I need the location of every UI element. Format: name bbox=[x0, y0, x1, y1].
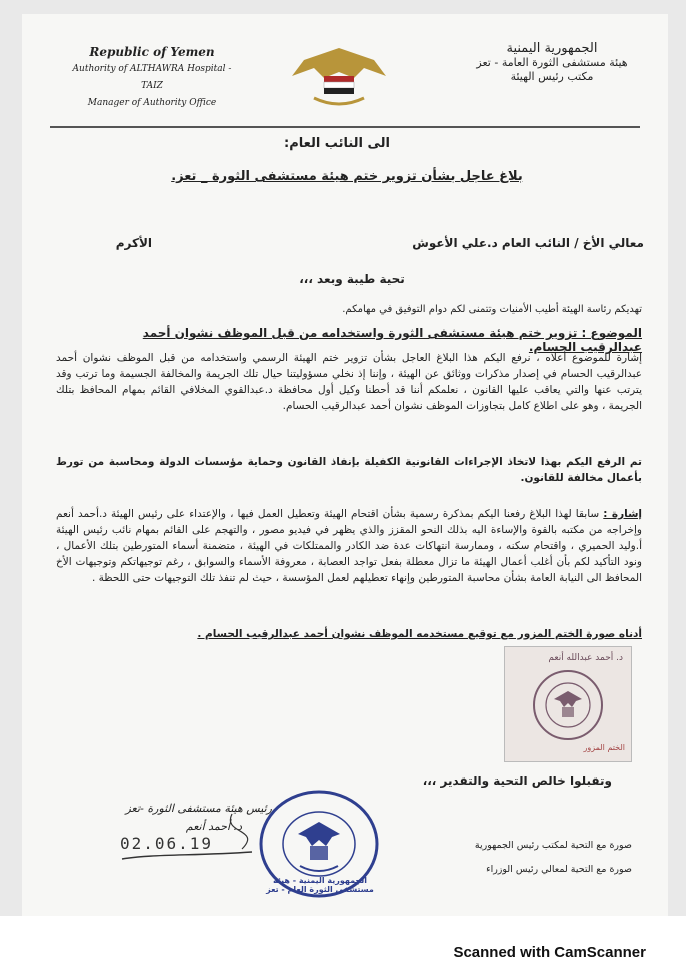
honorific: الأكرم bbox=[115, 236, 152, 250]
arabic-country: الجمهورية اليمنية bbox=[506, 41, 598, 56]
letter-title: بلاغ عاجل بشأن تزوير ختم هيئة مستشفى الثورة _ تعز. bbox=[171, 169, 523, 184]
forged-stamp-label: الختم المزور bbox=[583, 743, 625, 752]
forged-stamp-caption: أدناه صورة الختم المزور مع توقيع مستخدمه الموظف نشوان أحمد عبدالرقيب الحسام . bbox=[197, 628, 642, 640]
signatory-name: د. أحمد أنعم bbox=[185, 820, 242, 833]
body-paragraph-1: إشارة للموضوع أعلاه ، نرفع اليكم هذا البلاغ العاجل بشأن تزوير ختم الهيئة الرسمي واستخدامه من قبل الموظف نشوان أحمد عبدالرقيب الحسام في إصدار مذكرات ووثائق عن الهيئة ، وإننا إذ نخلي مسؤوليتنا حيال تلك الجريمة والمخالفة الجسيمة وما ترتب وقد يترتب عنها والتي يعاقب عليها القانون ، نعلمكم أننا قد أحطنا وكيل أول محافظة د.عبدالقوي المخلافي القائم بمهام المحافظ بتلك الجريمة ، وهو على اطلاع كامل بتجاوزات الموظف نشوان أحمد عبدالرقيب الحسام. bbox=[56, 352, 642, 412]
yemen-eagle-emblem-icon bbox=[284, 38, 394, 118]
english-authority: Authority of ALTHAWRA Hospital - TAIZ bbox=[72, 64, 232, 91]
recipient-line: الى النائب العام: bbox=[284, 136, 390, 151]
subject-line: الموضوع : تزوير ختم هيئة مستشفى الثورة واستخدامه من قبل الموظف نشوان أحمد عبدالرقيب الحسام. bbox=[142, 326, 642, 354]
english-office: Manager of Authority Office bbox=[87, 98, 217, 108]
arabic-authority: هيئة مستشفى الثورة العامة - تعز bbox=[476, 56, 628, 69]
cc-prime-minister: صورة مع التحية لمعالي رئيس الوزراء bbox=[486, 864, 632, 875]
note-label: إشارة : bbox=[603, 508, 642, 520]
signature-date: 02.06.19 bbox=[120, 834, 214, 853]
arabic-office: مكتب رئيس الهيئة bbox=[510, 70, 594, 83]
addressee: معالي الأخ / النائب العام د.علي الأعوش bbox=[412, 236, 644, 250]
forged-seal-icon bbox=[530, 667, 606, 743]
closing-line: وتقبلوا خالص التحية والتقدير ،،، bbox=[422, 774, 612, 788]
english-country: Republic of Yemen bbox=[89, 45, 215, 59]
cc-president: صورة مع التحية لمكتب رئيس الجمهورية bbox=[474, 840, 632, 851]
note-paragraph bbox=[56, 506, 642, 586]
document-page bbox=[22, 14, 668, 916]
intro-line: تهديكم رئاسة الهيئة أطيب الأمنيات وتتمنى لكم دوام التوفيق في مهامكم. bbox=[342, 304, 642, 315]
arabic-letterhead bbox=[472, 42, 632, 84]
official-seal-text: الجمهورية اليمنية - هيئة مستشفى الثورة العام - تعز bbox=[266, 876, 374, 894]
english-letterhead bbox=[72, 44, 232, 112]
signatory-title: رئيس هيئة مستشفى الثورة -تعز bbox=[125, 802, 272, 815]
scanner-footer bbox=[0, 916, 686, 976]
body-paragraph-2: تم الرفع اليكم بهذا لاتخاذ الإجراءات القانونية الكفيلة بإنفاذ القانون وحماية مؤسسات الدولة ومحاسبة من تورط بأعمال مخالفة للقانون. bbox=[56, 456, 642, 484]
forged-stamp-name: د. أحمد عبدالله أنعم bbox=[548, 653, 623, 663]
greeting: تحية طيبة وبعد ،،، bbox=[299, 272, 405, 286]
scanner-watermark: Scanned with CamScanner bbox=[453, 944, 646, 961]
header-divider bbox=[50, 126, 640, 128]
forged-stamp-image bbox=[504, 646, 632, 762]
note-text: سابقا لهذا البلاغ رفعنا اليكم بمذكرة رسمية بشأن اقتحام الهيئة وتعطيل العمل فيها ، والإعتداء على رئيس الهيئة د.أحمد أنعم وإخراجه من مكتبه بالقوة والإساءة اليه بذلك النحو المقزز والذي يظهر في فيديو مصور ، والتهجم على القائم بمهام نائب رئيس الهيئة أ.وليد الحميري ، واقتحام سكنه ، وممارسة انتهاكات عدة ضد الكادر والممتلكات في الهيئة ، متضمنة أسماء المتورطين بتلك الأعمال ، ونود التأكيد لكم بأن أغلب أعمال الهيئة ما تزال معطلة بفعل تواجد العصابة ، معروفة الأسماء والسوابق ، رغم توجيهاتكم وتوجيهات الأخ المحافظ الى النيابة العامة بشأن محاسبة المتورطين وإنهاء تعطيلهم لعمل المؤسسة ، حيث لم تنفذ تلك التوجيهات حتى اللحظة . bbox=[56, 508, 642, 584]
